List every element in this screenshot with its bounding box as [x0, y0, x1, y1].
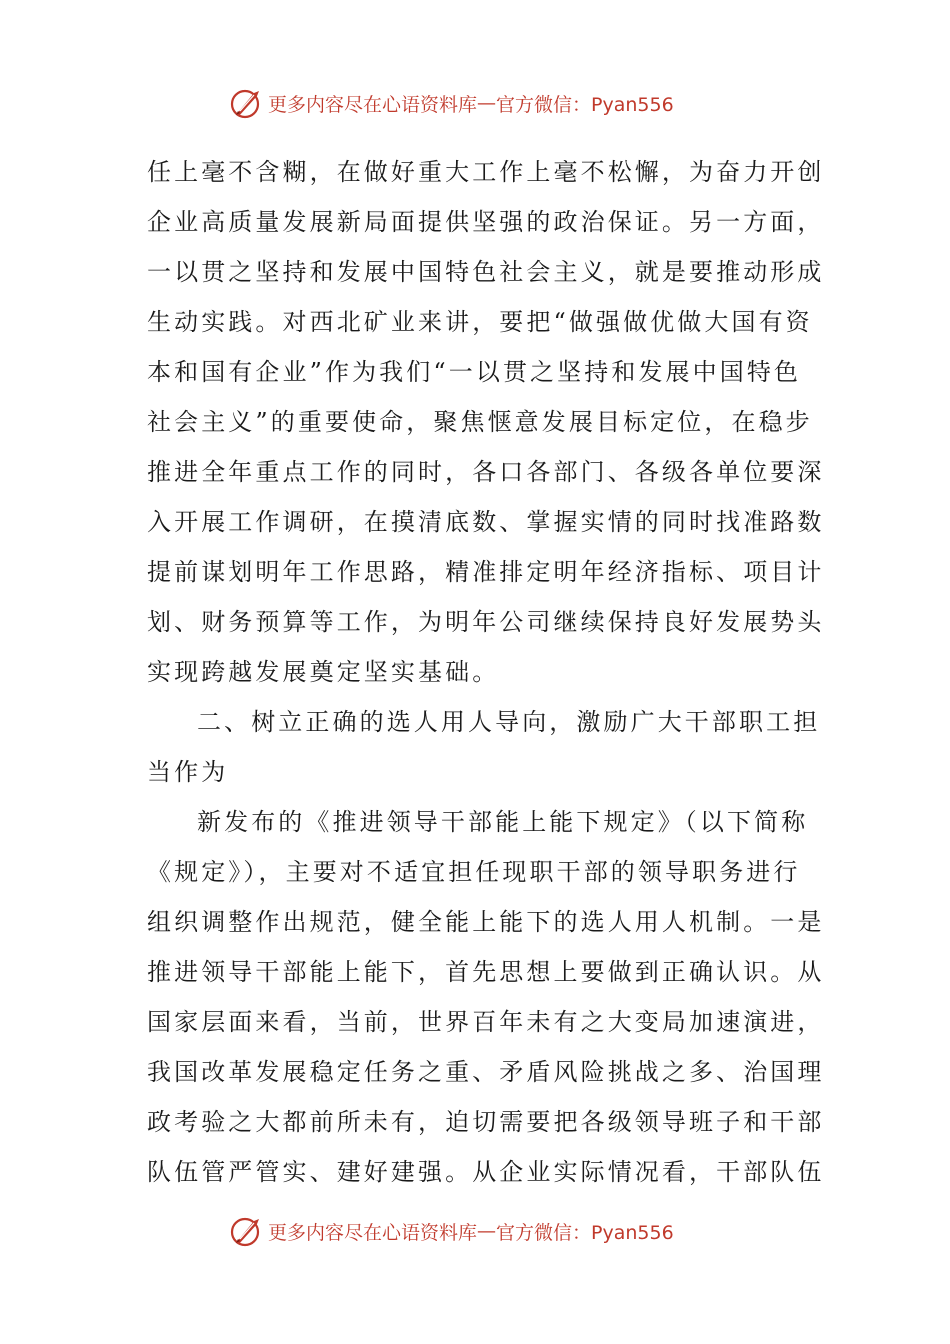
banner-title: 更多内容尽在心语资料库	[268, 1221, 478, 1244]
banner-title: 更多内容尽在心语资料库	[268, 93, 478, 116]
text-line: 划、财务预算等工作，为明年公司继续保持良好发展势头	[147, 608, 825, 636]
text-line: 社会主义”的重要使命，聚焦惬意发展目标定位，在稳步	[147, 408, 813, 436]
text-line: 推进全年重点工作的同时，各口各部门、各级各单位要深	[147, 458, 825, 486]
banner-separator: —	[477, 92, 497, 114]
text-line: 组织调整作出规范，健全能上能下的选人用人机制。一是	[147, 908, 825, 936]
text-line: 任上毫不含糊，在做好重大工作上毫不松懈，为奋力开创	[147, 158, 825, 186]
pen-logo-icon	[228, 1213, 264, 1249]
text-line: 政考验之大都前所未有，迫切需要把各级领导班子和干部	[147, 1108, 825, 1136]
text-line: 提前谋划明年工作思路，精准排定明年经济指标、项目计	[147, 558, 825, 586]
text-line: 入开展工作调研，在摸清底数、掌握实情的同时找准路数	[147, 508, 825, 536]
text-line: 《规定》），主要对不适宜担任现职干部的领导职务进行	[147, 858, 801, 886]
text-line: 企业高质量发展新局面提供坚强的政治保证。另一方面，	[147, 208, 825, 236]
footer-banner	[228, 1213, 674, 1249]
pen-logo-icon	[228, 85, 264, 121]
text-line: 国家层面来看，当前，世界百年未有之大变局加速演进，	[147, 1008, 825, 1036]
text-line: 我国改革发展稳定任务之重、矛盾风险挑战之多、治国理	[147, 1058, 825, 1086]
text-line: 新发布的《推进领导干部能上能下规定》（以下简称	[197, 808, 809, 836]
banner-wechat: 官方微信：Pyan556	[496, 93, 674, 116]
document-body	[147, 147, 825, 1197]
text-line: 推进领导干部能上能下，首先思想上要做到正确认识。从	[147, 958, 825, 986]
banner-separator: —	[477, 1220, 497, 1242]
text-line: 生动实践。对西北矿业来讲，要把“做强做优做大国有资	[147, 308, 813, 336]
section-heading-cont: 当作为	[147, 758, 229, 786]
header-banner	[228, 85, 674, 121]
text-line: 一以贯之坚持和发展中国特色社会主义，就是要推动形成	[147, 258, 825, 286]
text-line: 本和国有企业”作为我们“一以贯之坚持和发展中国特色	[147, 358, 802, 386]
section-heading: 二、树立正确的选人用人导向，激励广大干部职工担	[197, 708, 821, 736]
banner-wechat: 官方微信：Pyan556	[496, 1221, 674, 1244]
text-line: 实现跨越发展奠定坚实基础。	[147, 658, 500, 686]
text-line: 队伍管严管实、建好建强。从企业实际情况看，干部队伍	[147, 1158, 825, 1186]
